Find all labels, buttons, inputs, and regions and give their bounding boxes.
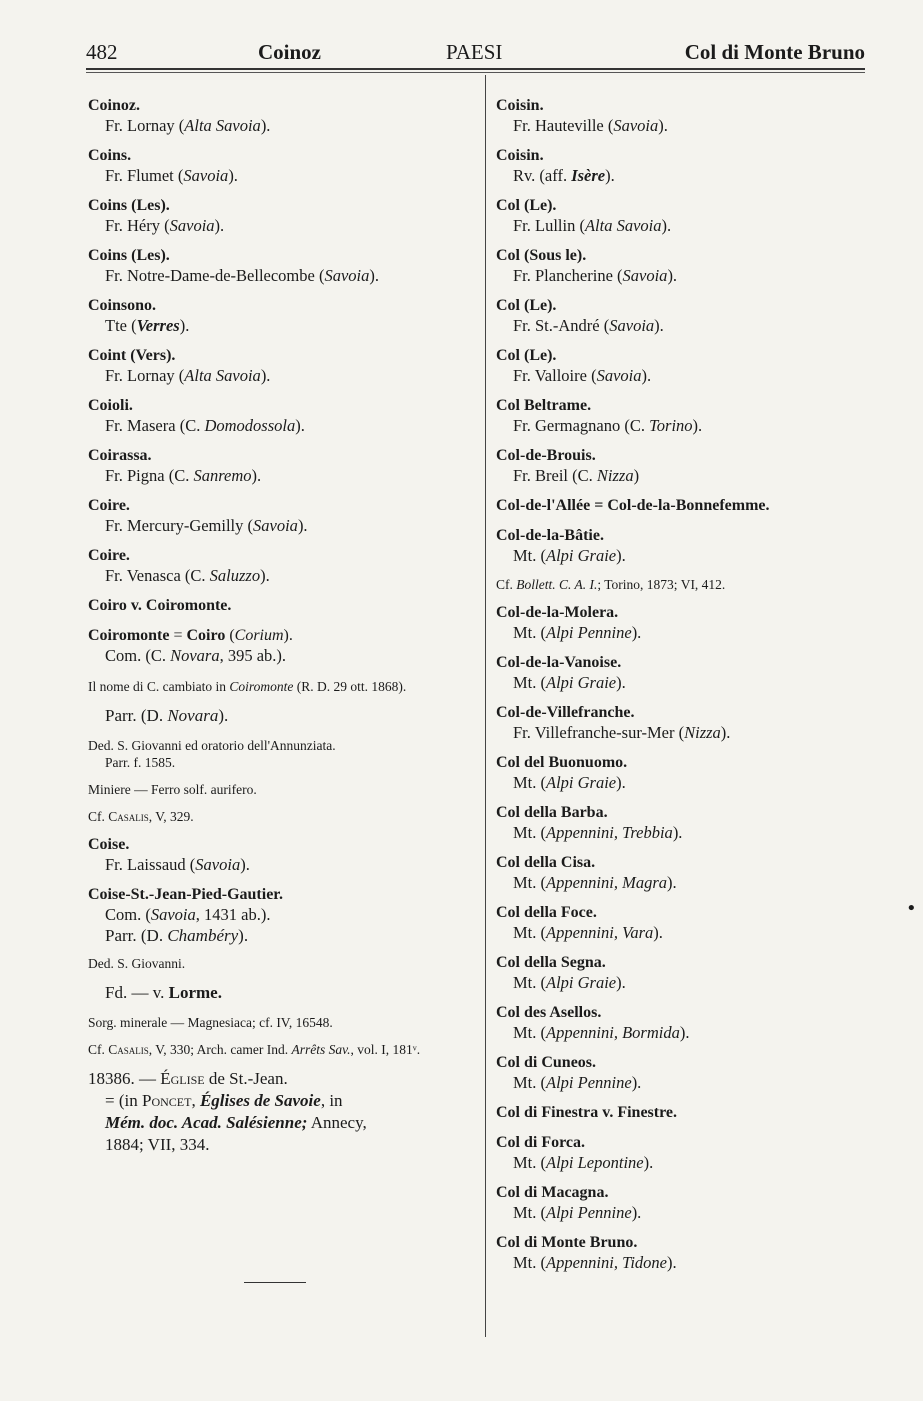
- entry: [88, 596, 478, 616]
- entry: [496, 653, 856, 693]
- entry: [496, 496, 856, 516]
- entry-line: Fr. Mercury-Gemilly (Savoia).: [105, 516, 308, 535]
- entry-headword: Coire.: [88, 497, 130, 514]
- entry: [496, 703, 856, 743]
- header-rule-thin: [86, 72, 865, 73]
- entry-headword: Coioli.: [88, 397, 133, 414]
- entry-line: Fr. Laissaud (Savoia).: [105, 855, 250, 874]
- entry-line: Mt. (Alpi Graie).: [513, 773, 626, 792]
- entry-line: Fr. Valloire (Savoia).: [513, 366, 652, 385]
- entry-headword: Coinsono.: [88, 297, 157, 314]
- entry-dedication: Ded. S. Giovanni.: [88, 956, 186, 971]
- entry: [496, 903, 856, 943]
- entry-line: Mt. (Alpi Graie).: [513, 673, 626, 692]
- entry-headword: Coise-St.-Jean-Pied-Gautier.: [88, 886, 283, 903]
- column-end-rule: [244, 1282, 306, 1283]
- entry-headword: Col-de-la-Molera.: [496, 604, 619, 621]
- entry-headword: Coisin.: [496, 97, 544, 114]
- entry: [88, 835, 478, 875]
- entry: [88, 96, 478, 136]
- entry: [496, 146, 856, 186]
- entry: [496, 246, 856, 286]
- entry-headword: Coint (Vers).: [88, 347, 176, 364]
- entry-line: Mt. (Alpi Graie).: [513, 546, 626, 565]
- entry: [496, 1053, 856, 1093]
- entry: [88, 396, 478, 436]
- entry-headword: Coinoz.: [88, 97, 140, 114]
- entry-line: Mt. (Appennini, Vara).: [513, 923, 663, 942]
- entry-line: Fr. Lornay (Alta Savoia).: [105, 116, 271, 135]
- column-divider: [485, 75, 486, 1337]
- entry-dedication: Ded. S. Giovanni ed oratorio dell'Annunziata.: [88, 738, 336, 753]
- entry: [496, 603, 856, 643]
- entry-headword: Col di Monte Bruno.: [496, 1234, 638, 1251]
- entry-headword: Col di Forca.: [496, 1134, 586, 1151]
- entry-line: Fr. Villefranche-sur-Mer (Nizza).: [513, 723, 731, 742]
- entry-headword: Col della Cisa.: [496, 854, 596, 871]
- entry-headword: Col del Buonuomo.: [496, 754, 628, 771]
- entry: [496, 1233, 856, 1273]
- entry-headword: Col di Macagna.: [496, 1184, 609, 1201]
- entry-headword: Col della Barba.: [496, 804, 608, 821]
- entry-headword: Coins.: [88, 147, 132, 164]
- entry-headword: Coire.: [88, 547, 130, 564]
- entry-headword: Col (Le).: [496, 347, 557, 364]
- entry-line: Mt. (Alpi Graie).: [513, 973, 626, 992]
- entry-line: Rv. (aff. Isère).: [513, 166, 615, 185]
- entry-line: Mt. (Appennini, Bormida).: [513, 1023, 690, 1042]
- entry-headword: Col des Asellos.: [496, 1004, 602, 1021]
- entry: [496, 196, 856, 236]
- entry-headword: Col della Foce.: [496, 904, 597, 921]
- entry-line: Fr. Lullin (Alta Savoia).: [513, 216, 672, 235]
- entry-citation: Cf. Bollett. C. A. I.; Torino, 1873; VI, 412.: [496, 577, 726, 592]
- entry-line: Fr. Breil (C. Nizza): [513, 466, 640, 485]
- record-number: 18386. — Église de St.-Jean.: [88, 1069, 288, 1088]
- entry-fraction: Fd. — v. Lorme.: [105, 983, 222, 1002]
- entry: [496, 1003, 856, 1043]
- entry-headword: Col di Finestra v. Finestre.: [496, 1104, 678, 1121]
- entry-headword: Col della Segna.: [496, 954, 606, 971]
- entry-headword: Col-de-la-Bâtie.: [496, 527, 604, 544]
- entry-line: Fr. Lornay (Alta Savoia).: [105, 366, 271, 385]
- entry-line: Tte (Verres).: [105, 316, 190, 335]
- entry-parish: Parr. (D. Chambéry).: [105, 926, 249, 945]
- entry-line: Com. (C. Novara, 395 ab.).: [105, 646, 287, 665]
- entry-headword: Col (Sous le).: [496, 247, 587, 264]
- entry: [88, 296, 478, 336]
- entry-note: Il nome di C. cambiato in Coiromonte (R. D. 29 ott. 1868).: [88, 679, 407, 694]
- entry-line: Fr. Notre-Dame-de-Bellecombe (Savoia).: [105, 266, 380, 285]
- entry-line: Fr. Germagnano (C. Torino).: [513, 416, 703, 435]
- page-bottom-margin: [0, 1340, 923, 1401]
- entry-headword: Coins (Les).: [88, 197, 170, 214]
- entry: [496, 853, 856, 893]
- right-column: [496, 96, 856, 1283]
- entry-line: Mt. (Alpi Lepontine).: [513, 1153, 654, 1172]
- entry-headword: Coins (Les).: [88, 247, 170, 264]
- entry: [88, 246, 478, 286]
- entry: [496, 803, 856, 843]
- entry-line: Mt. (Alpi Pennine).: [513, 1203, 642, 1222]
- entry-line: Mt. (Alpi Pennine).: [513, 623, 642, 642]
- entry-headword: Coise.: [88, 836, 130, 853]
- entry-line: Fr. Venasca (C. Saluzzo).: [105, 566, 270, 585]
- entry: [496, 296, 856, 336]
- entry-line: Fr. Pigna (C. Sanremo).: [105, 466, 262, 485]
- entry-citation: Cf. Casalis, V, 329.: [88, 809, 194, 824]
- entry-headword: Col-de-la-Vanoise.: [496, 654, 622, 671]
- entry-record: [88, 1068, 478, 1156]
- record-source-cont: Mém. doc. Acad. Salésienne; Annecy,: [105, 1113, 367, 1132]
- record-source: = (in Poncet, Églises de Savoie, in: [105, 1091, 343, 1110]
- entry-headword: Coiro v. Coiromonte.: [88, 597, 232, 614]
- entry-spring: Sorg. minerale — Magnesiaca; cf. IV, 16548.: [88, 1015, 333, 1030]
- entry: [496, 346, 856, 386]
- entry-headword: Coisin.: [496, 147, 544, 164]
- entry: [496, 1103, 856, 1123]
- entry-headword: Col di Cuneos.: [496, 1054, 597, 1071]
- header-last-entry: Col di Monte Bruno: [684, 40, 865, 64]
- entry-coiromonte: [88, 626, 478, 825]
- entry-headword: Col-de-Villefranche.: [496, 704, 635, 721]
- entry-headword: Coirassa.: [88, 447, 152, 464]
- entry-line: Mt. (Appennini, Tidone).: [513, 1253, 677, 1272]
- entry: [88, 546, 478, 586]
- entry: [496, 396, 856, 436]
- entry-parish: Parr. (D. Novara).: [105, 706, 229, 725]
- left-column: [88, 96, 478, 1166]
- entry: [88, 496, 478, 536]
- entry: [496, 446, 856, 486]
- entry-line: Mt. (Appennini, Trebbia).: [513, 823, 683, 842]
- header-rule-thick: [86, 68, 865, 70]
- entry-line: Fr. Flumet (Savoia).: [105, 166, 238, 185]
- entry-headword: Col Beltrame.: [496, 397, 592, 414]
- entry-line: Fr. St.-André (Savoia).: [513, 316, 664, 335]
- entry-headword: Col (Le).: [496, 197, 557, 214]
- entry-headword: Col (Le).: [496, 297, 557, 314]
- entry-line: Fr. Plancherine (Savoia).: [513, 266, 678, 285]
- entry: [496, 1133, 856, 1173]
- header-section: PAESI: [446, 40, 503, 64]
- entry-mines: Miniere — Ferro solf. aurifero.: [88, 782, 257, 797]
- page-number: 482: [86, 40, 118, 64]
- entry-line: Fr. Héry (Savoia).: [105, 216, 225, 235]
- entry: [88, 346, 478, 386]
- entry: [496, 753, 856, 793]
- entry-citation: Cf. Casalis, V, 330; Arch. camer Ind. Arrêts Sav., vol. I, 181ᵛ.: [88, 1042, 421, 1057]
- entry: [496, 953, 856, 993]
- entry-line: Fr. Masera (C. Domodossola).: [105, 416, 305, 435]
- entry-line: Com. (Savoia, 1431 ab.).: [105, 905, 271, 924]
- entry-line: Fr. Hauteville (Savoia).: [513, 116, 668, 135]
- header-first-entry: Coinoz: [258, 40, 321, 64]
- entry-line: Mt. (Alpi Pennine).: [513, 1073, 642, 1092]
- record-year: 1884; VII, 334.: [105, 1135, 210, 1154]
- entry-line: Mt. (Appennini, Magra).: [513, 873, 677, 892]
- entry-parish-founded: Parr. f. 1585.: [105, 755, 176, 770]
- entry: [496, 1183, 856, 1223]
- entry: [88, 446, 478, 486]
- entry-headword: Coiromonte = Coiro (Corium).: [88, 627, 293, 644]
- entry: [496, 526, 856, 593]
- entry: [496, 96, 856, 136]
- entry-headword: Col-de-Brouis.: [496, 447, 596, 464]
- entry: [88, 146, 478, 186]
- entry-coise-st-jean: [88, 885, 478, 1156]
- entry-headword: Col-de-l'Allée = Col-de-la-Bonnefemme.: [496, 497, 770, 514]
- running-header: [86, 36, 865, 68]
- entry: [88, 196, 478, 236]
- margin-dot: •: [906, 898, 917, 919]
